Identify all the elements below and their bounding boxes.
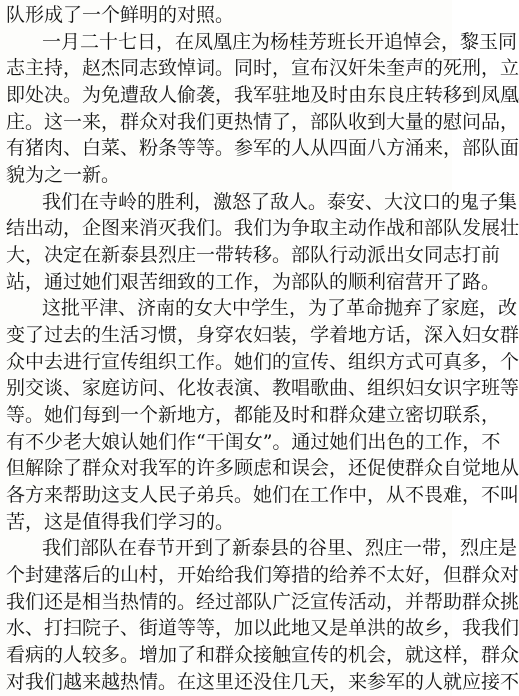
text-line: 对我们越来越热情。在这里还没住几天，来参军的人就应接不 [6,670,519,693]
text-line: 大，决定在新泰县烈庄一带转移。部队行动派出女同志打前 [6,244,501,266]
text-line: 但解除了群众对我军的许多顾虑和误会，还促使群众自觉地从 [6,457,519,480]
text-line: 众中去进行宣传组织工作。她们的宣传、组织方式可真多，个 [6,350,519,373]
text-line: 等。她们每到一个新地方，都能及时和群众建立密切联系， [6,404,501,426]
text-line: 即处决。为免遭敌人偷袭，我军驻地及时由东良庄转移到凤凰 [6,84,519,106]
text-line: 有不少老大娘认她们作“干闺女”。通过她们出色的工作，不 [6,430,501,453]
text-line: 庄。这一来，群众对我们更热情了，部队收到大量的慰问品， [6,110,519,133]
text-line: 有猪肉、白菜、粉条等等。参军的人从四面八方涌来，部队面 [6,137,519,160]
text-line: 这批平津、济南的女大中学生，为了革命抛弃了家庭，改 [42,297,518,320]
text-line: 我们部队在春节开到了新泰县的谷里、烈庄一带，烈庄是 [42,537,518,560]
text-line: 各方来帮助这支人民子弟兵。她们在工作中，从不畏难，不叫 [6,484,519,506]
text-line: 苦，这是值得我们学习的。 [6,510,235,533]
text-line: 看病的人较多。增加了和群众接触宣传的机会，就这样，群众 [6,644,519,666]
text-line: 队形成了一个鲜明的对照。 [6,4,235,26]
text-line: 我们在寺岭的胜利，激怒了敌人。泰安、大汶口的鬼子集 [42,190,518,213]
text-line: 别交谈、家庭访问、化妆表演、教唱歌曲、组织妇女识字班等 [6,377,519,400]
text-line: 貌为之一新。 [6,164,121,186]
text-line: 我们还是相当热情的。经过部队广泛宣传活动，并帮助群众挑 [6,590,519,613]
text-line: 志主持，赵杰同志致悼词。同时，宣布汉奸朱奎声的死刑，立 [6,57,519,80]
text-line: 个封建落后的山村，开始给我们筹措的给养不太好，但群众对 [6,564,519,586]
text-line: 一月二十七日，在凤凰庄为杨桂芳班长开追悼会，黎玉同 [42,30,518,53]
text-line: 站，通过她们艰苦细致的工作，为部队的顺利宿营开了路。 [6,270,501,293]
text-line: 结出动，企图来消灭我们。我们为争取主动作战和部队发展壮 [6,217,519,240]
text-line: 水、打扫院子、街道等等，加以此地又是单洪的故乡，我我们 [6,617,519,640]
text-line: 变了过去的生活习惯，身穿农妇装，学着地方话，深入妇女群 [6,324,519,346]
